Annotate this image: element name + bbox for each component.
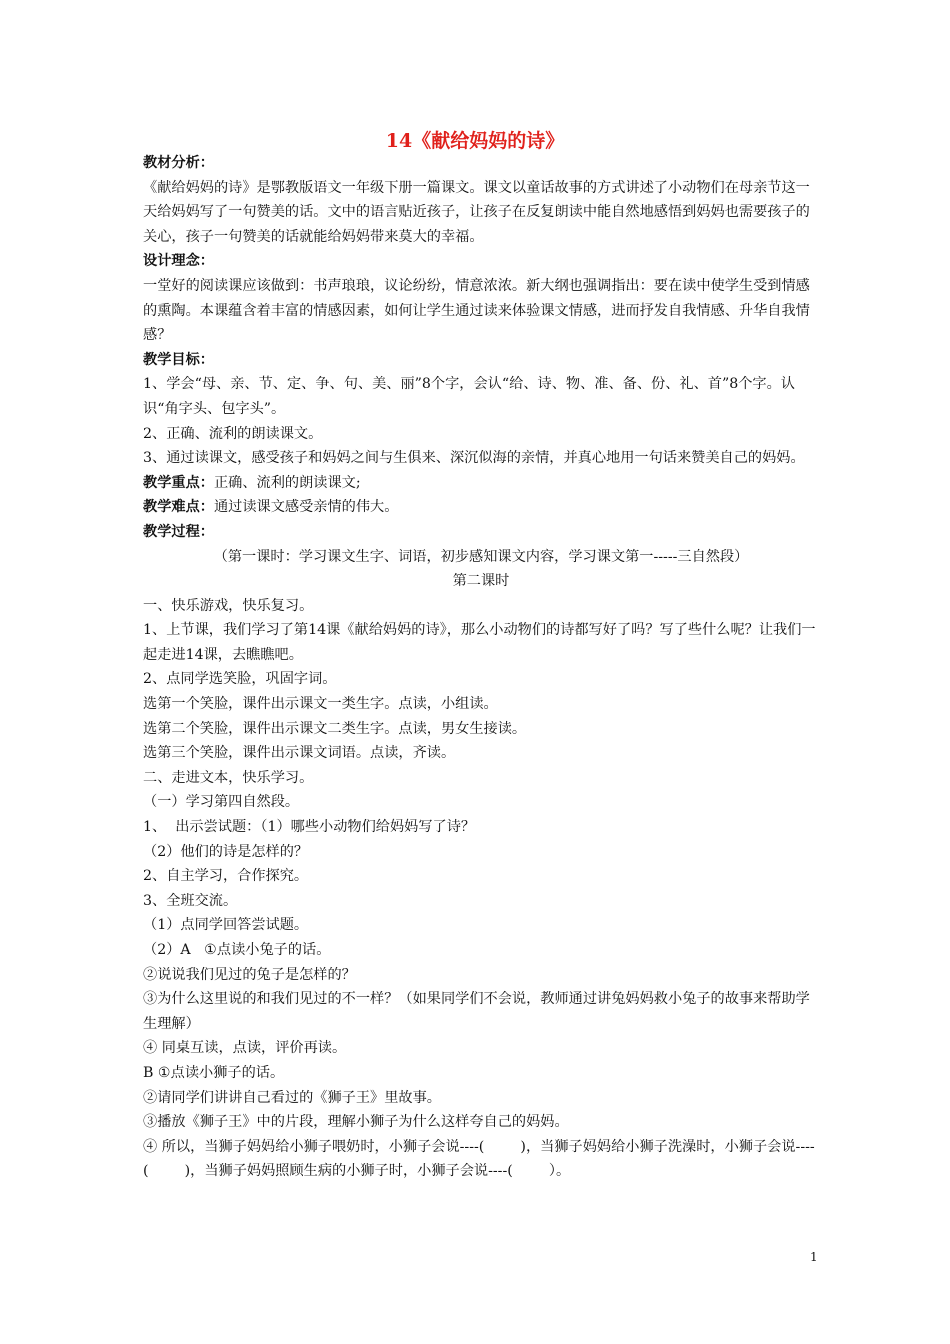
text-line: （一）学习第四自然段。 (143, 794, 300, 811)
difficulty-text: 通过读课文感受亲情的伟大。 (213, 499, 399, 516)
text-line: 1、上节课，我们学习了第14课《献给妈妈的诗》，那么小动物们的诗都写好了吗？写了些什么呢？让我们一起走进14课，去瞧瞧吧。 (143, 622, 816, 663)
text-line: 2、自主学习，合作探究。 (143, 868, 309, 885)
goal-item-3: 3、通过读课文，感受孩子和妈妈之间与生俱来、深沉似海的亲情，并真心地用一句话来赞美自己的妈妈。 (143, 450, 805, 467)
text-line: ④ 所以，当狮子妈妈给小狮子喂奶时，小狮子会说----( )，当狮子妈妈给小狮子洗澡时，小狮子会说----( )，当狮子妈妈照顾生病的小狮子时，小狮子会说----( ）。 (143, 1138, 815, 1180)
text-line: 选第二个笑脸，课件出示课文二类生字。点读，男女生接读。 (143, 720, 527, 737)
first-lesson-note: （第一课时：学习课文生字、词语，初步感知课文内容，学习课文第一-----三自然段） (213, 548, 749, 565)
difficulty-label: 教学难点： (143, 499, 214, 516)
text-line: 选第三个笑脸，课件出示课文词语。点读，齐读。 (143, 745, 456, 762)
analysis-paragraph: 《献给妈妈的诗》是鄂教版语文一年级下册一篇课文。课文以童话故事的方式讲述了小动物们在母亲节这一天给妈妈写了一句赞美的话。文中的语言贴近孩子，让孩子在反复朗读中能自然地感悟到妈妈也需要孩子的关心，孩子一句赞美的话就能给妈妈带来莫大的幸福。 (143, 179, 810, 245)
page-title: 14《献给妈妈的诗》 (385, 130, 565, 152)
document-body (143, 151, 819, 1184)
second-lesson-heading: 第二课时 (452, 573, 510, 590)
text-line: 一、快乐游戏，快乐复习。 (143, 597, 314, 614)
text-line: 1、 出示尝试题：（1）哪些小动物们给妈妈写了诗？ (143, 819, 476, 836)
process-heading: 教学过程： (143, 523, 214, 540)
key-point (143, 471, 819, 496)
text-line: （2）他们的诗是怎样的？ (143, 843, 309, 860)
goals-heading: 教学目标： (143, 351, 214, 368)
text-line: 选第一个笑脸，课件出示课文一类生字。点读，小组读。 (143, 696, 498, 713)
text-line: ②请同学们讲讲自己看过的《狮子王》里故事。 (143, 1089, 441, 1106)
design-paragraph: 一堂好的阅读课应该做到：书声琅琅，议论纷纷，情意浓浓。新大纲也强调指出：要在读中使学生受到情感的熏陶。本课蕴含着丰富的情感因素，如何让学生通过读来体验课文情感，进而抒发自我情感、升华自我情感？ (143, 277, 810, 344)
design-heading: 设计理念： (143, 253, 214, 270)
text-line: ③为什么这里说的和我们见过的不一样？（如果同学们不会说，教师通过讲兔妈妈救小兔子的故事来帮助学生理解） (143, 991, 810, 1032)
text-line: 3、全班交流。 (143, 892, 238, 909)
difficulty-point (143, 495, 819, 520)
text-line: （2）A ①点读小兔子的话。 (143, 942, 331, 958)
text-line: ②说说我们见过的兔子是怎样的？ (143, 966, 356, 983)
text-line: ④ 同桌互读，点读，评价再读。 (143, 1040, 347, 1057)
text-line: ③播放《狮子王》中的片段，理解小狮子为什么这样夸自己的妈妈。 (143, 1114, 569, 1131)
text-line: 二、走进文本，快乐学习。 (143, 769, 314, 786)
text-line: （1）点同学回答尝试题。 (143, 917, 309, 934)
key-point-label: 教学重点： (143, 474, 214, 491)
key-point-text: 正确、流利的朗读课文; (213, 474, 361, 491)
page-number: 1 (810, 1250, 818, 1264)
analysis-heading: 教材分析： (143, 155, 214, 171)
goal-item-2: 2、正确、流利的朗读课文。 (143, 425, 323, 442)
text-line: 2、点同学选笑脸，巩固字词。 (143, 671, 337, 688)
goal-item-1: 1、学会“母、亲、节、定、争、句、美、丽”8个字，会认“给、诗、物、准、备、份、礼、首”8个字。认识“角字头、包字头”。 (143, 376, 795, 417)
text-line: B ①点读小狮子的话。 (143, 1064, 285, 1081)
